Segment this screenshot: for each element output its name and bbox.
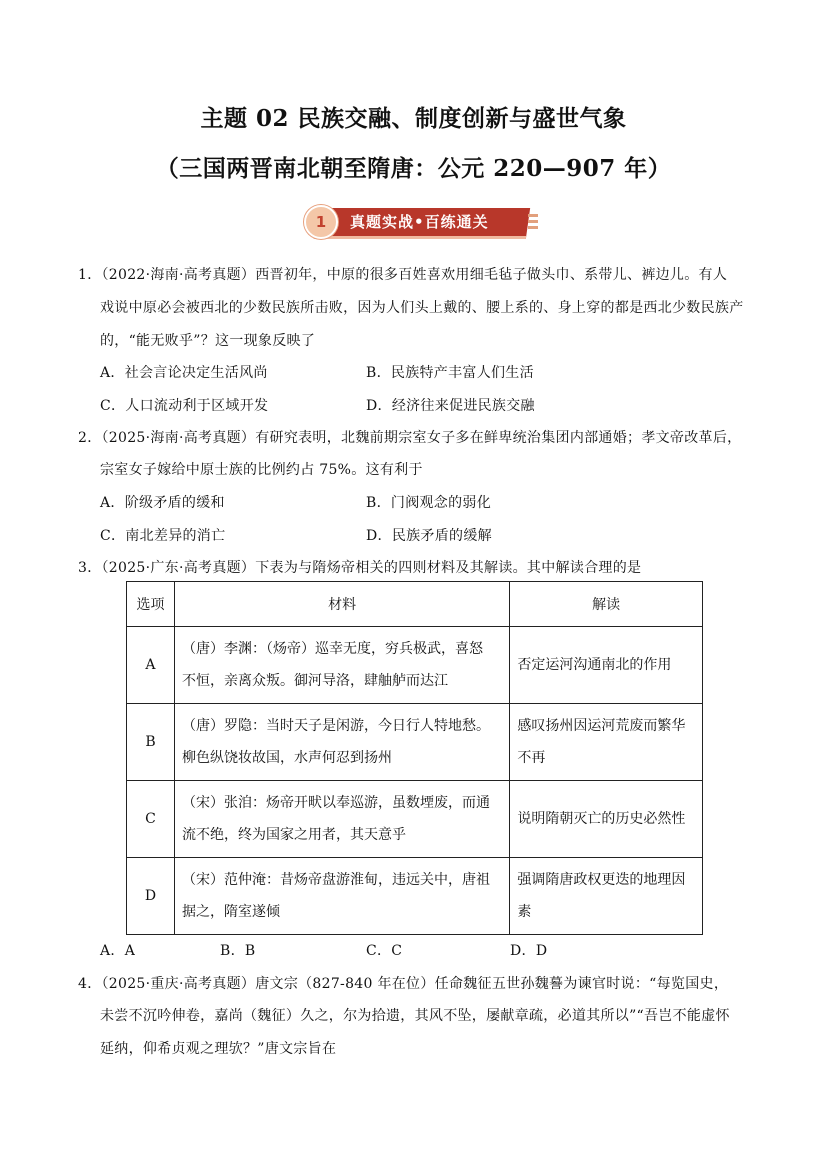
- table-cell-interpretation: [510, 781, 703, 858]
- q3-option-c[interactable]: C．C: [366, 943, 403, 959]
- material-line: （唐）李渊：（炀帝）巡幸无度，穷兵极武，喜怒: [181, 641, 483, 657]
- material-line: 流不绝，终为国家之用者，其天意乎: [181, 827, 406, 843]
- q2-stem-line1: 2．（2025·海南·高考真题）有研究表明，北魏前期宗室女子多在鲜卑统治集团内部通婚；孝文帝改革后，: [78, 430, 742, 446]
- table-header-option: 选项: [127, 582, 175, 627]
- q3-option-a[interactable]: A．A: [100, 943, 136, 959]
- table-cell-material: [174, 627, 509, 704]
- table-cell-interpretation: [510, 858, 703, 935]
- q1-option-c[interactable]: C．人口流动利于区域开发: [100, 398, 269, 414]
- material-line: （宋）范仲淹：昔炀帝盘游淮甸，违远关中，唐祖: [181, 872, 490, 888]
- q3-option-b[interactable]: B．B: [220, 943, 256, 959]
- q2-option-b[interactable]: B．门阀观念的弱化: [366, 495, 491, 511]
- interpretation-line: 说明隋朝灭亡的历史必然性: [517, 811, 686, 827]
- material-line: （唐）罗隐：当时天子是闲游，今日行人特地愁。: [181, 718, 490, 734]
- material-line: 柳色纵饶妆故国，水声何忍到扬州: [181, 750, 392, 766]
- interpretation-line: 不再: [517, 750, 546, 766]
- table-row: [127, 858, 703, 935]
- q1-stem-line3: 的，“能无败乎”？这一现象反映了: [100, 333, 316, 349]
- material-line: 不恒，亲离众叛。御河导洛，肆舳舻而达江: [181, 673, 448, 689]
- table-cell-option: A: [127, 627, 175, 704]
- table-row: [127, 627, 703, 704]
- q4-stem-line1: 4．（2025·重庆·高考真题）唐文宗（827-840 年在位）任命魏征五世孙魏謩为谏官时说：“每览国史，: [78, 976, 729, 992]
- page-subtitle: （三国两晋南北朝至隋唐：公元 220—907 年）: [155, 155, 672, 182]
- table-header-row: [127, 582, 703, 627]
- table-row: [127, 704, 703, 781]
- table-cell-option: C: [127, 781, 175, 858]
- banner-stripes-icon: [528, 214, 538, 232]
- material-line: （宋）张洎：炀帝开畎以奉巡游，虽数堙废，而通: [181, 795, 490, 811]
- q2-option-d[interactable]: D．民族矛盾的缓解: [366, 528, 492, 544]
- q3-stem-line1: 3．（2025·广东·高考真题）下表为与隋炀帝相关的四则材料及其解读。其中解读合理的是: [78, 560, 642, 576]
- table-header-material: 材料: [174, 582, 509, 627]
- table-cell-interpretation: [510, 627, 703, 704]
- q3-material-table: [126, 581, 703, 935]
- section-banner: [304, 203, 538, 239]
- q4-stem-line3: 延纳，仰希贞观之理欤？”唐文宗旨在: [100, 1041, 337, 1057]
- q1-option-d[interactable]: D．经济往来促进民族交融: [366, 398, 535, 414]
- table-cell-option: B: [127, 704, 175, 781]
- table-row: [127, 781, 703, 858]
- table-header-interpretation: 解读: [510, 582, 703, 627]
- table-cell-material: [174, 704, 509, 781]
- table-cell-option: D: [127, 858, 175, 935]
- q1-stem-line2: 戏说中原必会被西北的少数民族所击败，因为人们头上戴的、腰上系的、身上穿的都是西北少数民族产: [100, 300, 744, 316]
- q2-option-c[interactable]: C．南北差异的消亡: [100, 528, 226, 544]
- q1-option-a[interactable]: A．社会言论决定生活风尚: [100, 365, 268, 381]
- interpretation-line: 否定运河沟通南北的作用: [517, 657, 672, 673]
- banner-number: 1: [304, 205, 338, 239]
- q2-option-a[interactable]: A．阶级矛盾的缓和: [100, 495, 225, 511]
- table-cell-material: [174, 858, 509, 935]
- banner-text: 真题实战•百练通关: [350, 213, 489, 231]
- q3-option-d[interactable]: D．D: [510, 943, 548, 959]
- material-line: 据之，隋室遂倾: [181, 904, 280, 920]
- q1-stem-line1: 1．（2022·海南·高考真题）西晋初年，中原的很多百姓喜欢用细毛毡子做头巾、系带儿、裤边儿。有人: [78, 267, 728, 283]
- q1-option-b[interactable]: B．民族特产丰富人们生活: [366, 365, 534, 381]
- table-cell-material: [174, 781, 509, 858]
- q4-stem-line2: 未尝不沉吟伸卷，嘉尚（魏征）久之，尔为拾遗，其风不坠，屡献章疏，必道其所以”“吾岂不能虚怀: [100, 1008, 730, 1024]
- table-cell-interpretation: [510, 704, 703, 781]
- interpretation-line: 感叹扬州因运河荒废而繁华: [517, 718, 686, 734]
- interpretation-line: 素: [517, 904, 532, 920]
- interpretation-line: 强调隋唐政权更迭的地理因: [517, 872, 686, 888]
- page-title: 主题 02 民族交融、制度创新与盛世气象: [200, 105, 627, 132]
- q2-stem-line2: 宗室女子嫁给中原士族的比例约占 75%。这有利于: [100, 462, 423, 478]
